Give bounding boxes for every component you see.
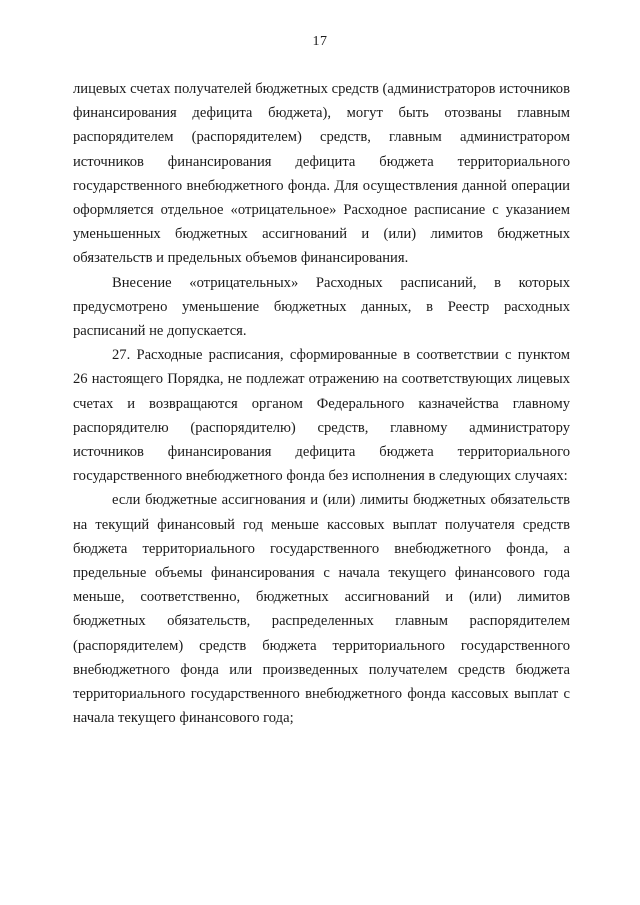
page-number: 17	[312, 34, 328, 49]
document-body	[73, 77, 570, 730]
paragraph-negative-schedules: Внесение «отрицательных» Расходных расписаний, в которых предусмотрено уменьшение бюджетных данных, в Реестр расходных расписаний не допускается.	[73, 274, 570, 340]
paragraph-continuation: лицевых счетах получателей бюджетных средств (администраторов источников финансирования дефицита бюджета), могут быть отозваны главным распорядителем (распорядителем) средств, главным администратором источников финансирования дефицита бюджета территориального государственного внебюджетного фонда. Для осуществления данной операции оформляется отдельное «отрицательное» Расходное расписание с указанием уменьшенных бюджетных ассигнований и (или) лимитов бюджетных обязательств и предельных объемов финансирования.	[73, 81, 570, 267]
paragraph-case-condition: если бюджетные ассигнования и (или) лимиты бюджетных обязательств на текущий финансовый год меньше кассовых выплат получателя средств бюджета территориального государственного внебюджетного фонда, а предельные объемы финансирования с начала текущего финансового года меньше, соответственно, бюджетных ассигнований и (или) лимитов бюджетных обязательств, распределенных главным распорядителем (распорядителем) средств бюджета территориального государственного внебюджетного фонда или произведенных получателем средств бюджета территориального государственного внебюджетного фонда кассовых выплат с начала текущего финансового года;	[73, 492, 570, 727]
paragraph-item-27: 27. Расходные расписания, сформированные в соответствии с пунктом 26 настоящего Порядка, не подлежат отражению на соответствующих лицевых счетах и возвращаются органом Федерального казначейства главному распорядителю (распорядителю) средств, главному администратору источников финансирования дефицита бюджета территориального государственного внебюджетного фонда без исполнения в следующих случаях:	[73, 347, 570, 485]
